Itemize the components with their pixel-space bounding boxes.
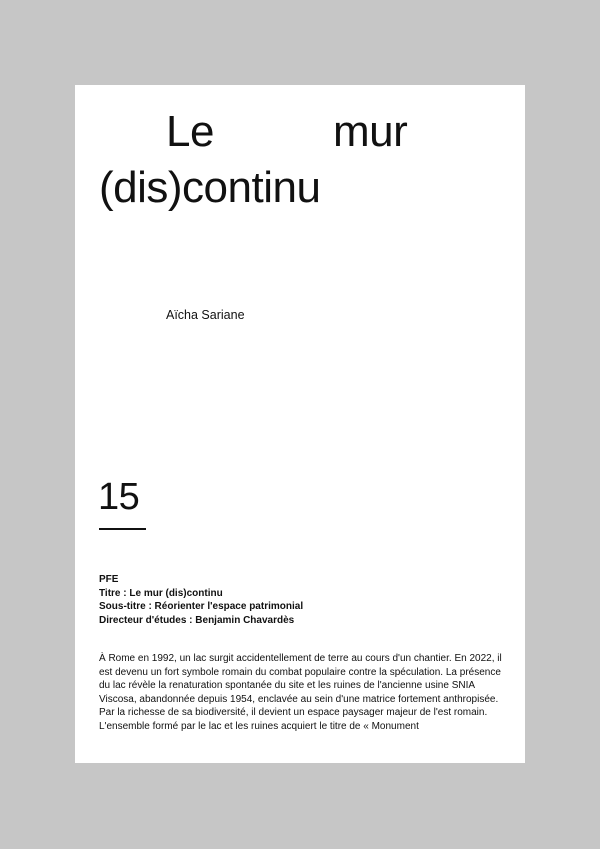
document-page bbox=[75, 85, 525, 763]
meta-sous-titre: Sous-titre : Réorienter l'espace patrimonial bbox=[99, 601, 304, 612]
issue-number: 15 bbox=[98, 476, 140, 518]
meta-type: PFE bbox=[99, 574, 119, 585]
abstract-text: À Rome en 1992, un lac surgit accidentellement de terre au cours d'un chantier. En 2022, il est devenu un fort symbole romain du combat populaire contre la spéculation. La présence du lac révèle la renaturation spontanée du site et les ruines de l'ancienne usine SNIA Viscosa, abandonnée depuis 1954, enclavée au sein d'une matrice fortement anthropisée. Par la richesse de sa biodiversité, il devient un espace paysager majeur de l'est romain. L'ensemble formé par le lac et les ruines acquiert le titre de « Monument bbox=[99, 653, 502, 732]
title-word-mur: mur bbox=[333, 107, 408, 156]
title-word-le: Le bbox=[166, 107, 214, 156]
meta-titre: Titre : Le mur (dis)continu bbox=[99, 587, 223, 599]
project-meta bbox=[99, 573, 303, 627]
meta-directeur: Directeur d'études : Benjamin Chavardès bbox=[99, 614, 295, 626]
title-line-discontinu: (dis)continu bbox=[99, 163, 321, 212]
author-name: Aïcha Sariane bbox=[166, 308, 245, 322]
number-underline bbox=[99, 528, 146, 530]
